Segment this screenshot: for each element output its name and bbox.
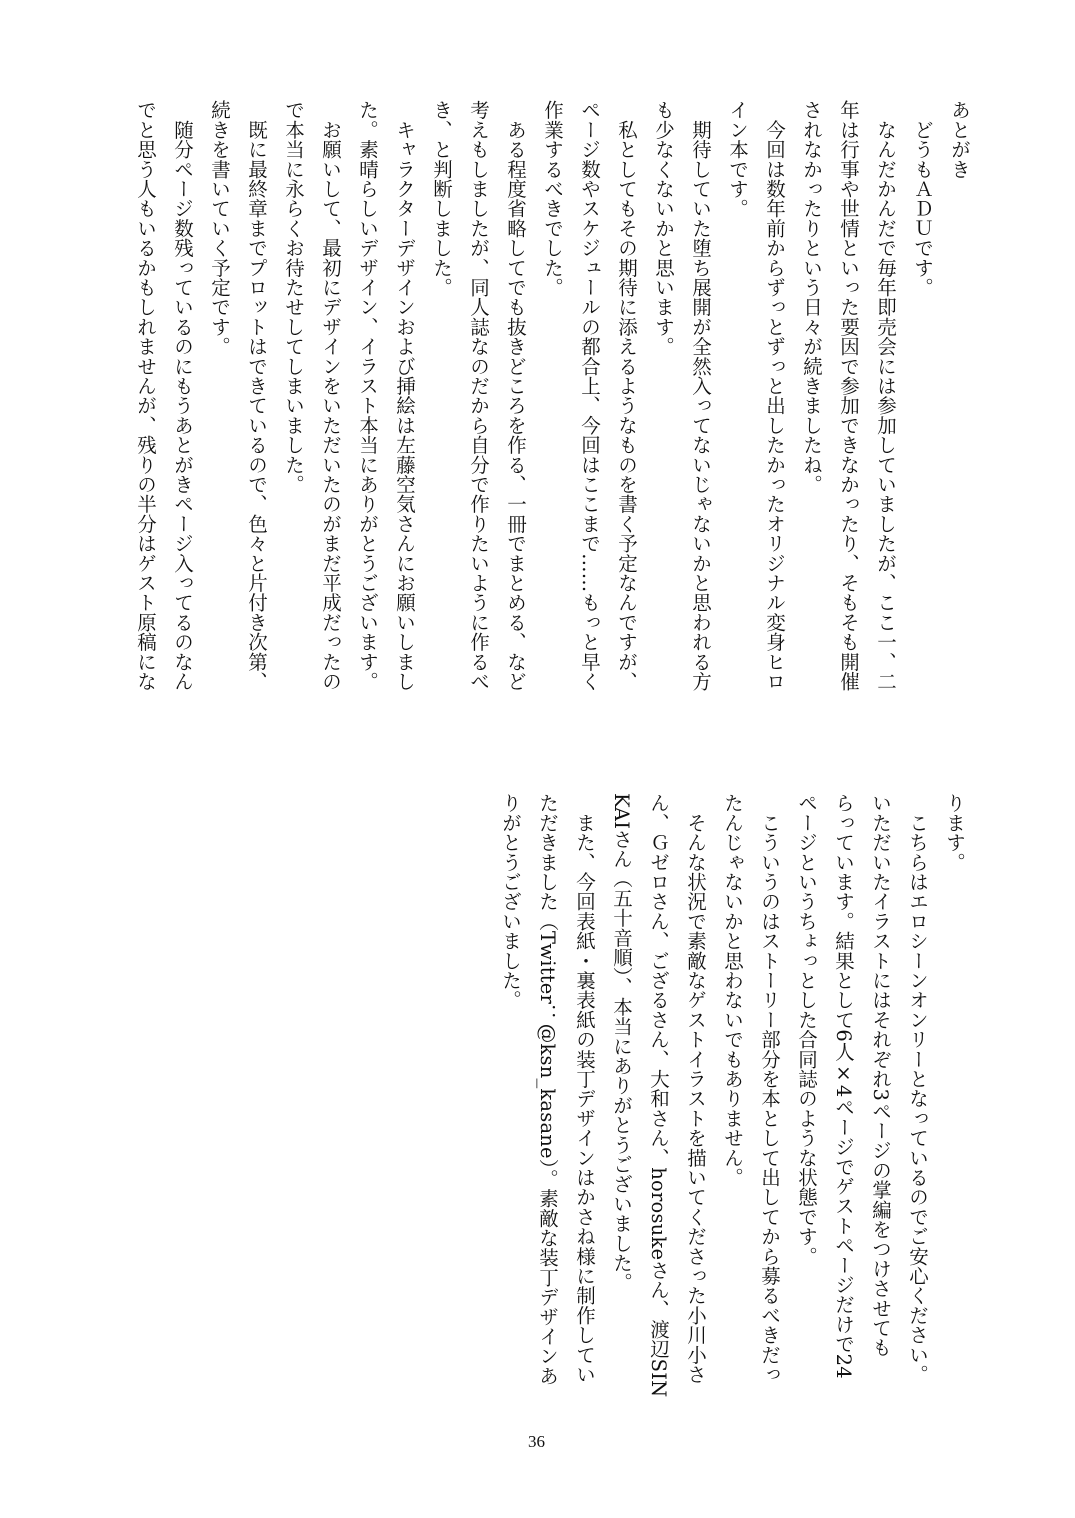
text-line: されなかったりという日々が続きましたね。 bbox=[800, 100, 823, 494]
text-line: 続きを書いていく予定です。 bbox=[208, 100, 231, 357]
text-line: 作業するべきでした。 bbox=[541, 100, 564, 297]
text-line: KAIさん（五十音順）、本当にありがとうございました。 bbox=[610, 793, 633, 1293]
text-line: ただきました（Twitter：@ksn_kasane）。素敵な装丁デザインあ bbox=[536, 793, 559, 1386]
text-line: ページ数やスケジュールの都合上、今回はここまで……もっと早く bbox=[578, 100, 601, 691]
text-line: りがとうございました。 bbox=[499, 793, 522, 1010]
text-line: 年は行事や世情といった要因で参加できなかったり、そもそも開催 bbox=[837, 100, 860, 691]
text-line: なんだかんだで毎年即売会には参加していましたが、ここ一、二 bbox=[874, 100, 897, 691]
text-line: いただいたイラストにはそれぞれ3ページの掌編をつけさせても bbox=[869, 793, 892, 1358]
text-line: き、と判断しました。 bbox=[430, 100, 453, 297]
text-line: イン本です。 bbox=[726, 100, 749, 219]
text-line: 期待していた堕ち展開が全然入ってないじゃないかと思われる方 bbox=[689, 100, 712, 691]
text-line: らっています。結果として6人×4ページでゲストページだけで24 bbox=[832, 793, 855, 1379]
text-line: 今回は数年前からずっとずっと出したかったオリジナル変身ヒロ bbox=[763, 100, 786, 691]
text-line: そんな状況で素敵なゲストイラストを描いてくださった小川小さ bbox=[684, 793, 707, 1384]
page-number: 36 bbox=[528, 1432, 545, 1451]
text-line: ページというちょっとした合同誌のような状態です。 bbox=[795, 793, 818, 1266]
text-line: も少なくないかと思います。 bbox=[652, 100, 675, 357]
heading-afterword: あとがき bbox=[948, 100, 971, 179]
text-line: た。素晴らしいデザイン、イラスト本当にありがとうございます。 bbox=[356, 100, 379, 691]
text-line: また、今回表紙・裏表紙の装丁デザインはかさね様に制作してい bbox=[573, 793, 596, 1384]
text-line: でと思う人もいるかもしれませんが、残りの半分はゲスト原稿にな bbox=[134, 100, 157, 691]
text-line: 私としてもその期待に添えるようなものを書く予定なんですが、 bbox=[615, 100, 638, 691]
text-line: こういうのはストーリー部分を本として出してから募るべきだっ bbox=[758, 793, 781, 1384]
text-line: ります。 bbox=[943, 793, 966, 872]
text-line: 随分ページ数残っているのにもうあとがきページ入ってるのなん bbox=[171, 100, 194, 691]
text-line: お願いして、最初にデザインをいただいたのがまだ平成だったの bbox=[319, 100, 342, 691]
text-line: 既に最終章までプロットはできているので、色々と片付き次第、 bbox=[245, 100, 268, 691]
text-line: で本当に永らくお待たせしてしまいました。 bbox=[282, 100, 305, 494]
afterword-text-lower bbox=[492, 793, 973, 1403]
text-line: こちらはエロシーンオンリーとなっているのでご安心ください。 bbox=[906, 793, 929, 1384]
text-line: どうもＡＤＵです。 bbox=[911, 100, 934, 297]
text-line: ある程度省略してでも抜きどころを作る、一冊でまとめる、など bbox=[504, 100, 527, 691]
text-line: 考えもしましたが、同人誌なのだから自分で作りたいように作るべ bbox=[467, 100, 490, 691]
text-line: たんじゃないかと思わないでもありません。 bbox=[721, 793, 744, 1187]
text-line: ん、Ｇゼロさん、ござるさん、大和さん、horosukeさん、渡辺SIN bbox=[647, 793, 670, 1398]
text-line: キャラクターデザインおよび挿絵は左藤空気さんにお願いしまし bbox=[393, 100, 416, 691]
afterword-text-upper bbox=[127, 100, 978, 710]
